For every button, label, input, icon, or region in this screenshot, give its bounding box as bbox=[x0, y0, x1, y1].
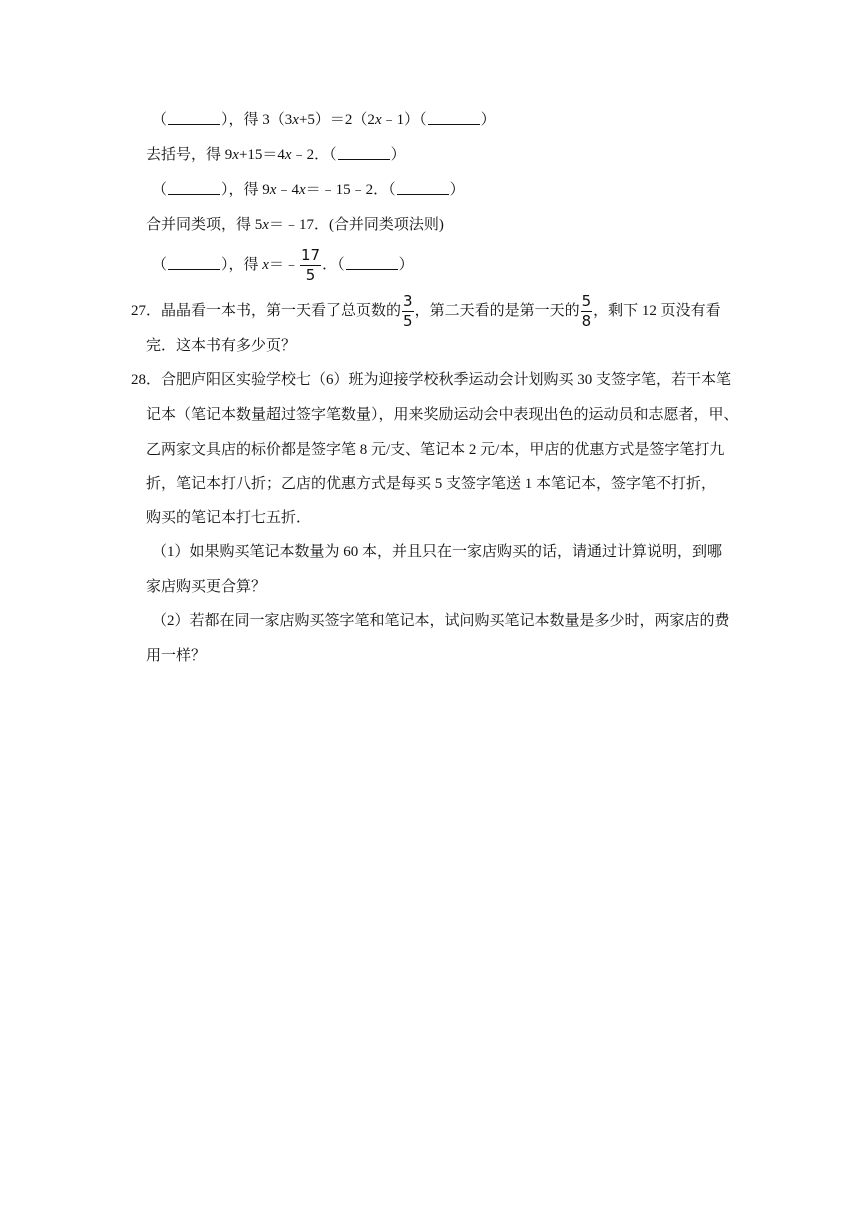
step-text: ，得 9 bbox=[228, 182, 270, 198]
variable-x: x bbox=[292, 112, 299, 128]
question-text: ，第二天看的是第一天的 bbox=[414, 302, 580, 319]
variable-x: x bbox=[262, 217, 269, 233]
paren-open: （ bbox=[152, 256, 168, 273]
question-text: ，剩下 12 页没有看 bbox=[593, 302, 721, 319]
step-text: +15＝4 bbox=[238, 147, 285, 163]
step-line-1 bbox=[152, 110, 496, 130]
step-line-5 bbox=[152, 248, 414, 283]
paren-close: ） bbox=[221, 112, 229, 128]
fraction-numerator: 17 bbox=[300, 246, 321, 264]
answer-blank[interactable] bbox=[168, 255, 220, 270]
question-28-sub2-line-2: 用一样？ bbox=[146, 648, 207, 664]
paren-close: ） bbox=[449, 182, 465, 198]
question-28-sub2-line-1: （2）若都在同一家店购买签字笔和笔记本，试问购买笔记本数量是多少时，两家店的费 bbox=[152, 613, 730, 629]
question-number: 27． bbox=[131, 302, 162, 319]
paren-open: （ bbox=[152, 182, 168, 198]
step-line-3 bbox=[152, 180, 465, 200]
paren-open: （ bbox=[152, 112, 168, 128]
question-text: 晶晶看一本书，第一天看了总页数的 bbox=[161, 302, 402, 319]
fraction-denominator: 5 bbox=[403, 312, 413, 330]
reason-blank[interactable] bbox=[338, 145, 390, 160]
step-text: ＝﹣ bbox=[268, 256, 299, 273]
fraction-denominator: 8 bbox=[581, 312, 592, 330]
answer-blank[interactable] bbox=[168, 180, 220, 195]
step-text: 合并同类项，得 5 bbox=[146, 217, 263, 233]
paren-close: ） bbox=[221, 256, 229, 273]
step-text: ＝﹣17．(合并同类项法则) bbox=[268, 217, 444, 233]
question-28-line-5: 购买的笔记本打七五折． bbox=[146, 510, 312, 526]
paren-close: ） bbox=[398, 256, 414, 273]
step-text: ，得 bbox=[228, 256, 263, 273]
variable-x: x bbox=[284, 147, 292, 163]
fraction bbox=[402, 294, 414, 329]
step-line-2 bbox=[146, 145, 406, 165]
variable-x: x bbox=[232, 147, 239, 163]
question-28-line-2: 记本（笔记本数量超过签字笔数量），用来奖励运动会中表现出色的运动员和志愿者，甲、 bbox=[146, 407, 739, 423]
paren-close: ） bbox=[390, 147, 406, 163]
step-text: ＝﹣15﹣2．（ bbox=[305, 182, 396, 198]
fraction-numerator: 5 bbox=[581, 292, 592, 310]
variable-x: x bbox=[269, 182, 277, 198]
step-text: ﹣4 bbox=[276, 182, 299, 198]
reason-blank[interactable] bbox=[397, 180, 449, 195]
step-text: 去括号，得 9 bbox=[146, 147, 233, 163]
answer-blank[interactable] bbox=[168, 110, 220, 125]
question-text: 合肥庐阳区实验学校七（6）班为迎接学校秋季运动会计划购买 30 支签字笔，若干本笔 bbox=[161, 372, 732, 388]
question-28-sub1-line-1: （1）如果购买笔记本数量为 60 本，并且只在一家店购买的话，请通过计算说明，到哪 bbox=[152, 544, 723, 560]
question-28-line-1 bbox=[131, 370, 731, 390]
paren-close: ） bbox=[480, 112, 496, 128]
step-text: ﹣1）（ bbox=[381, 112, 427, 128]
paren-close: ） bbox=[221, 182, 229, 198]
step-line-4 bbox=[146, 215, 444, 235]
fraction bbox=[300, 248, 321, 283]
question-27-line-2: 完．这本书有多少页？ bbox=[146, 338, 297, 354]
fraction-numerator: 3 bbox=[403, 292, 413, 310]
question-28-sub1-line-2: 家店购买更合算？ bbox=[146, 579, 267, 595]
question-number: 28． bbox=[131, 372, 162, 388]
variable-x: x bbox=[262, 256, 269, 273]
step-text: ．（ bbox=[322, 256, 345, 273]
step-text: +5）＝2（2 bbox=[298, 112, 375, 128]
reason-blank[interactable] bbox=[346, 255, 398, 270]
fraction bbox=[581, 294, 593, 329]
question-28-line-4: 折，笔记本打八折；乙店的优惠方式是每买 5 支签字笔送 1 本笔记本，签字笔不打折， bbox=[146, 476, 717, 492]
question-28-line-3: 乙两家文具店的标价都是签字笔 8 元/支、笔记本 2 元/本，甲店的优惠方式是签字笔打九 bbox=[146, 442, 725, 458]
step-text: ，得 3（3 bbox=[228, 112, 293, 128]
reason-blank[interactable] bbox=[428, 110, 480, 125]
step-text: ﹣2．（ bbox=[291, 147, 337, 163]
fraction-denominator: 5 bbox=[305, 266, 316, 284]
variable-x: x bbox=[374, 112, 382, 128]
variable-x: x bbox=[298, 182, 306, 198]
question-27-line-1 bbox=[131, 294, 721, 329]
